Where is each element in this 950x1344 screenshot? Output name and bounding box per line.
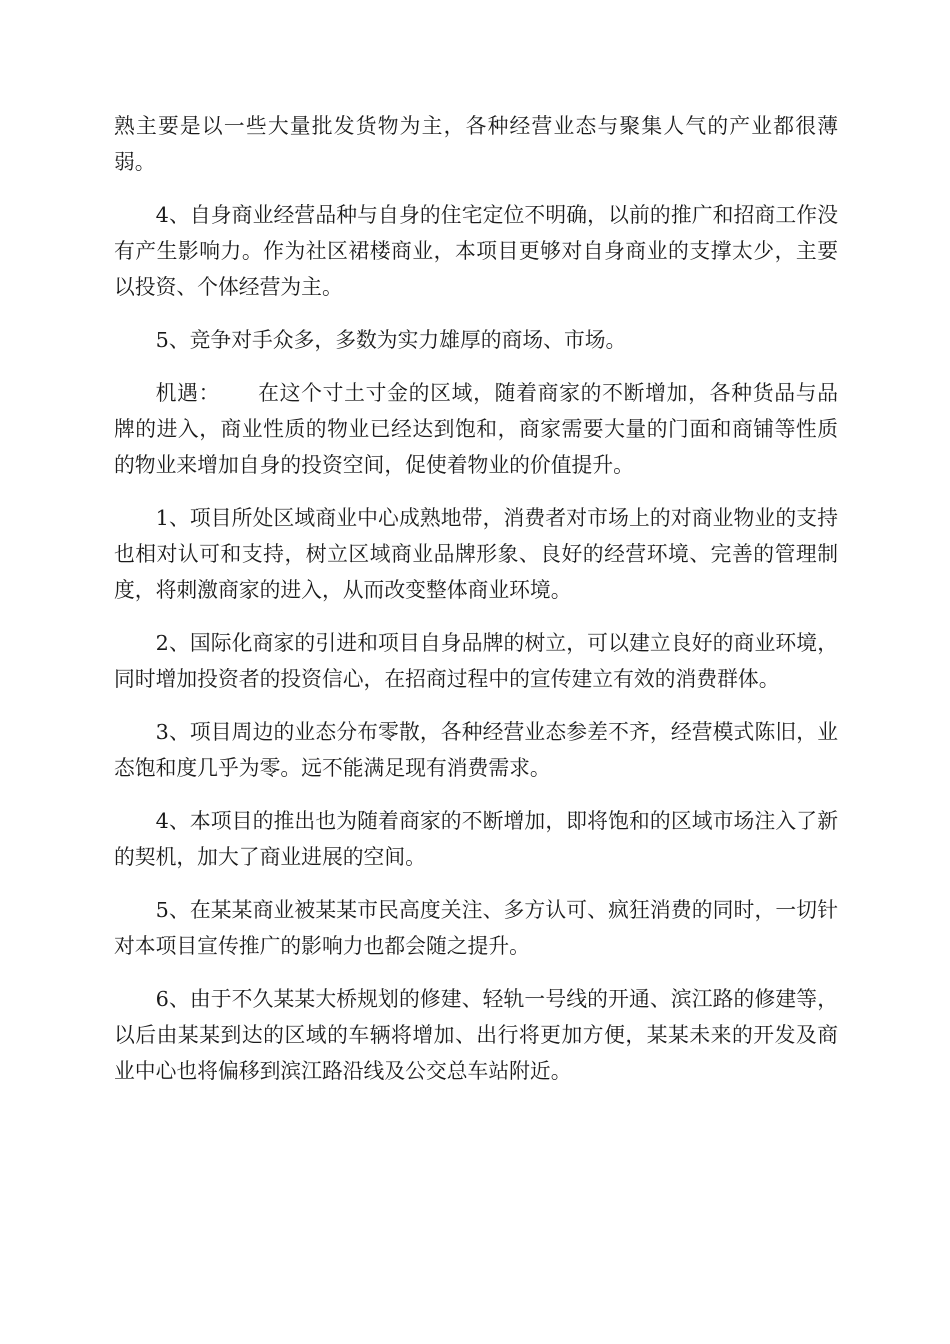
paragraph-opportunity-5: 5、在某某商业被某某市民高度关注、多方认可、疯狂消费的同时，一切针对本项目宣传推广的影响力也都会随之提升。 [114,898,838,958]
paragraph-opportunity-4: 4、本项目的推出也为随着商家的不断增加，即将饱和的区域市场注入了新的契机，加大了商业进展的空间。 [114,809,838,869]
paragraph-opportunity-2: 2、国际化商家的引进和项目自身品牌的树立，可以建立良好的商业环境，同时增加投资者的投资信心，在招商过程中的宣传建立有效的消费群体。 [114,631,838,691]
paragraph-weakness-4: 4、自身商业经营品种与自身的住宅定位不明确，以前的推广和招商工作没有产生影响力。作为社区裙楼商业，本项目更够对自身商业的支撑太少，主要以投资、个体经营为主。 [114,203,838,299]
paragraph-opportunity-3: 3、项目周边的业态分布零散，各种经营业态参差不齐，经营模式陈旧，业态饱和度几乎为零。远不能满足现有消费需求。 [114,720,838,780]
paragraph-opportunity-1: 1、项目所处区域商业中心成熟地带，消费者对市场上的对商业物业的支持也相对认可和支持，树立区域商业品牌形象、良好的经营环境、完善的管理制度，将刺激商家的进入，从而改变整体商业环境。 [114,506,838,602]
paragraph-weakness-5: 5、竞争对手众多，多数为实力雄厚的商场、市场。 [155,328,627,352]
opportunity-text: 在这个寸土寸金的区域，随着商家的不断增加，各种货品与品牌的进入，商业性质的物业已经达到饱和，商家需要大量的门面和商铺等性质的物业来增加自身的投资空间，促使着物业的价值提升。 [114,381,839,477]
document-body [114,108,838,1106]
paragraph-continuation: 熟主要是以一些大量批发货物为主，各种经营业态与聚集人气的产业都很薄弱。 [114,114,838,174]
opportunity-label: 机遇： [155,381,221,405]
paragraph-opportunity-6: 6、由于不久某某大桥规划的修建、轻轨一号线的开通、滨江路的修建等，以后由某某到达的区域的车辆将增加、出行将更加方便，某某未来的开发及商业中心也将偏移到滨江路沿线及公交总车站附近。 [114,987,838,1083]
paragraph-opportunity-intro [114,375,838,483]
